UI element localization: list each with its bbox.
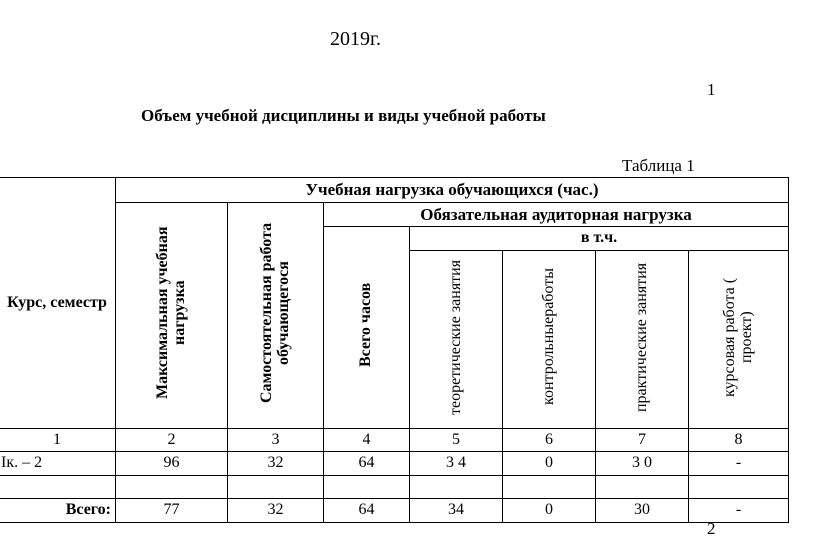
table-cell: 0 (503, 499, 596, 523)
header-practical: практические занятия (596, 251, 689, 429)
table-row (0, 476, 789, 499)
table-cell: 1 (0, 429, 116, 452)
table-cell (410, 476, 503, 499)
document-year: 2019г. (330, 28, 381, 50)
table-cell: 32 (228, 499, 324, 523)
table-cell (689, 476, 789, 499)
section-heading: Объем учебной дисциплины и виды учебной работы (141, 106, 546, 125)
table-cell: 3 0 (596, 452, 689, 476)
table-cell (324, 476, 410, 499)
page-number-bottom: 2 (707, 519, 716, 538)
table-cell: 34 (410, 499, 503, 523)
table-cell (228, 476, 324, 499)
header-max-load: Максимальная учебная нагрузка (116, 203, 228, 429)
header-control-works: контрольныеработы (503, 251, 596, 429)
table-cell: 4 (324, 429, 410, 452)
table-row (0, 452, 789, 476)
workload-table (0, 177, 789, 523)
table-cell (596, 476, 689, 499)
table-cell: 32 (228, 452, 324, 476)
table-cell: Iк. – 2 (0, 452, 116, 476)
table-cell: 96 (116, 452, 228, 476)
header-course-semester: Курс, семестр (0, 178, 116, 429)
table-cell (0, 476, 116, 499)
header-self-work: Самостоятельная работа обучающегося (228, 203, 324, 429)
table-cell: 30 (596, 499, 689, 523)
table-cell: 64 (324, 499, 410, 523)
table-caption: Таблица 1 (622, 156, 695, 175)
table-cell: 0 (503, 452, 596, 476)
table-cell (503, 476, 596, 499)
table-cell: Всего: (0, 499, 116, 523)
table-cell: 77 (116, 499, 228, 523)
header-mandatory-load: Обязательная аудиторная нагрузка (324, 203, 789, 227)
table-row (0, 429, 789, 452)
table-cell: 64 (324, 452, 410, 476)
table-cell: 3 4 (410, 452, 503, 476)
table-cell (116, 476, 228, 499)
table-cell: 2 (116, 429, 228, 452)
header-theoretical: теоретические занятия (410, 251, 503, 429)
header-coursework: курсовая работа ( проект) (689, 251, 789, 429)
header-study-load: Учебная нагрузка обучающихся (час.) (116, 178, 789, 203)
table-cell: 3 (228, 429, 324, 452)
header-total-hours: Всего часов (324, 227, 410, 429)
table-cell: - (689, 452, 789, 476)
table-row (0, 499, 789, 523)
header-including: в т.ч. (410, 227, 789, 251)
table-cell: 7 (596, 429, 689, 452)
table-cell: - (689, 499, 789, 523)
table-cell: 6 (503, 429, 596, 452)
table-cell: 8 (689, 429, 789, 452)
page-number: 1 (707, 80, 716, 99)
table-cell: 5 (410, 429, 503, 452)
